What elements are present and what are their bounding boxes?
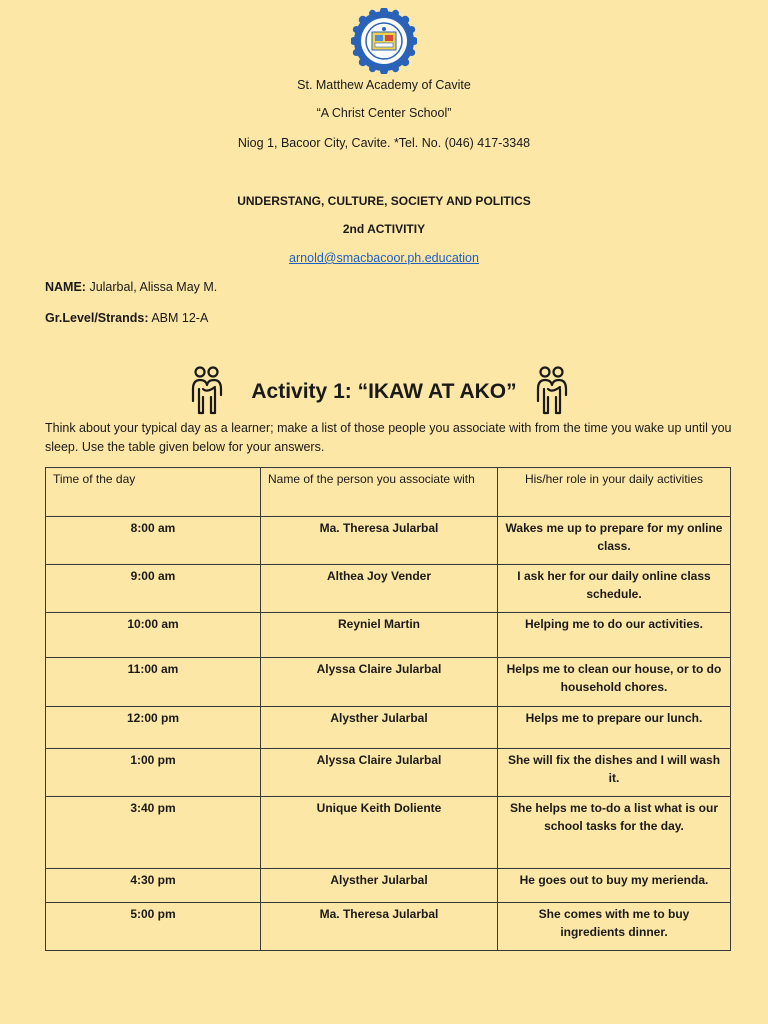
row-role: He goes out to buy my merienda. (498, 869, 731, 903)
row-time: 9:00 am (46, 565, 261, 613)
row-person: Alyssa Claire Jularbal (261, 749, 498, 797)
header-role: His/her role in your daily activities (498, 468, 731, 517)
subject-title: UNDERSTANG, CULTURE, SOCIETY AND POLITICS (237, 194, 531, 208)
row-role: Helps me to clean our house, or to do household chores. (498, 658, 731, 707)
row-person: Althea Joy Vender (261, 565, 498, 613)
two-people-icon (534, 365, 570, 417)
row-time: 10:00 am (46, 613, 261, 658)
row-role: Helping me to do our activities. (498, 613, 731, 658)
student-level: ABM 12-A (151, 311, 209, 325)
table-row (46, 517, 731, 565)
school-motto: “A Christ Center School” (316, 106, 452, 120)
table-row (46, 613, 731, 658)
row-person: Ma. Theresa Jularbal (261, 517, 498, 565)
row-time: 12:00 pm (46, 707, 261, 749)
row-person: Unique Keith Doliente (261, 797, 498, 869)
row-role: She comes with me to buy ingredients dinner. (498, 903, 731, 951)
table-row (46, 749, 731, 797)
student-name-line (45, 280, 217, 294)
row-time: 3:40 pm (46, 797, 261, 869)
email-link[interactable]: arnold@smacbacoor.ph.education (289, 251, 479, 265)
activity-table (45, 467, 731, 951)
row-person: Alysther Jularbal (261, 869, 498, 903)
row-time: 1:00 pm (46, 749, 261, 797)
table-row (46, 658, 731, 707)
table-row (46, 869, 731, 903)
school-address: Niog 1, Bacoor City, Cavite. *Tel. No. (046) 417-3348 (237, 136, 531, 150)
row-person: Alysther Jularbal (261, 707, 498, 749)
row-person: Alyssa Claire Jularbal (261, 658, 498, 707)
row-role: Helps me to prepare our lunch. (498, 707, 731, 749)
row-time: 4:30 pm (46, 869, 261, 903)
name-label: NAME: (45, 280, 86, 294)
row-person: Ma. Theresa Jularbal (261, 903, 498, 951)
table-row (46, 903, 731, 951)
school-name: St. Matthew Academy of Cavite (297, 78, 471, 92)
table-row (46, 797, 731, 869)
student-level-line (45, 311, 208, 325)
row-time: 5:00 pm (46, 903, 261, 951)
row-role: I ask her for our daily online class schedule. (498, 565, 731, 613)
student-name: Jularbal, Alissa May M. (89, 280, 218, 294)
row-role: She helps me to-do a list what is our school tasks for the day. (498, 797, 731, 869)
row-time: 11:00 am (46, 658, 261, 707)
row-role: Wakes me up to prepare for my online class. (498, 517, 731, 565)
table-row (46, 707, 731, 749)
activity-title: Activity 1: “IKAW AT AKO” (251, 380, 517, 403)
table-header-row (46, 468, 731, 517)
row-role: She will fix the dishes and I will wash it. (498, 749, 731, 797)
school-seal-logo (351, 8, 417, 74)
header-name: Name of the person you associate with (261, 468, 498, 517)
header-time: Time of the day (46, 468, 261, 517)
row-time: 8:00 am (46, 517, 261, 565)
level-label: Gr.Level/Strands: (45, 311, 149, 325)
activity-number: 2nd ACTIVITIY (342, 222, 426, 236)
table-row (46, 565, 731, 613)
instructions: Think about your typical day as a learner; make a list of those people you associate with from the time you wake up until you sleep. Use the table given below for your answers. (45, 421, 732, 454)
row-person: Reyniel Martin (261, 613, 498, 658)
